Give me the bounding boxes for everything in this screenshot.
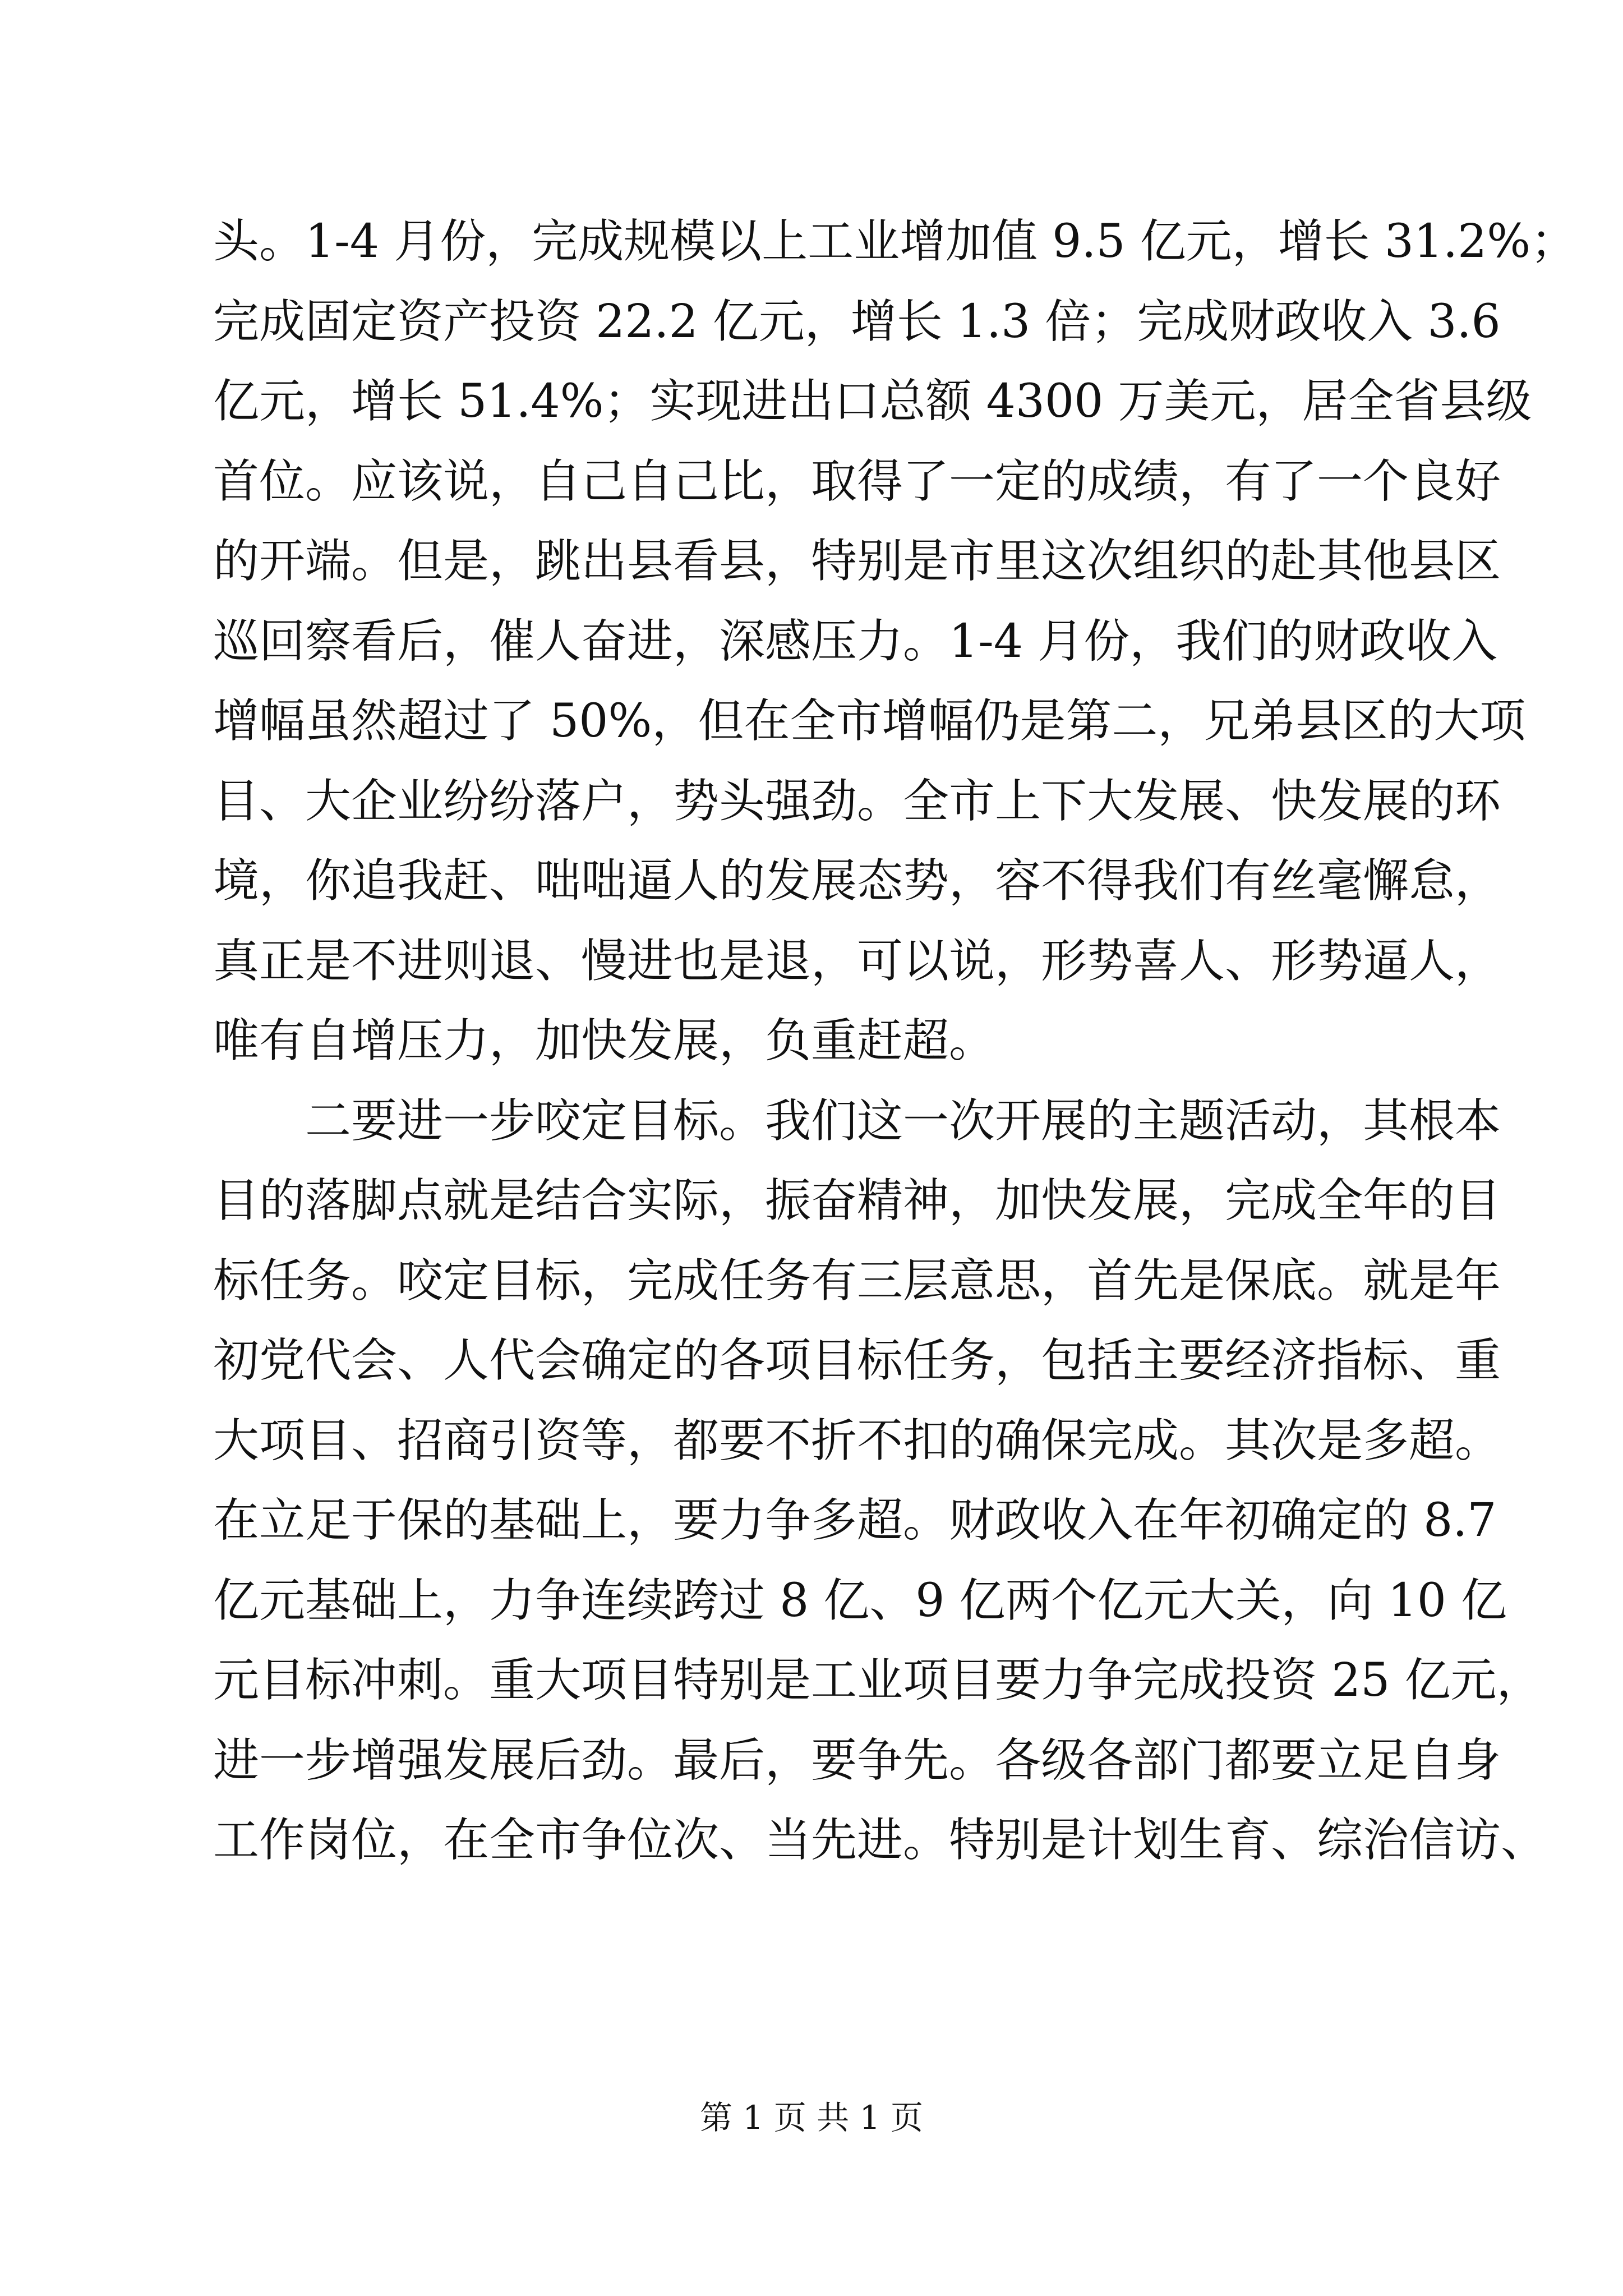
text-line: 完成固定资产投资 22.2 亿元，增长 1.3 倍；完成财政收入 3.6	[213, 295, 1501, 348]
text-line: 亿元基础上，力争连续跨过 8 亿、9 亿两个亿元大关，向 10 亿	[213, 1573, 1507, 1627]
text-line: 目、大企业纷纷落户，势头强劲。全市上下大发展、快发展的环	[213, 774, 1501, 828]
text-line: 巡回察看后，催人奋进，深感压力。1-4 月份，我们的财政收入	[213, 614, 1498, 668]
text-line: 境，你追我赶、咄咄逼人的发展态势，容不得我们有丝毫懈怠，	[213, 854, 1501, 908]
text-line: 的开端。但是，跳出县看县，特别是市里这次组织的赴其他县区	[213, 535, 1501, 588]
text-line: 真正是不进则退、慢进也是退，可以说，形势喜人、形势逼人，	[213, 934, 1501, 988]
text-line: 在立足于保的基础上，要力争多超。财政收入在年初确定的 8.7	[213, 1494, 1497, 1547]
body-text	[213, 202, 1577, 1881]
text-line: 进一步增强发展后劲。最后，要争先。各级各部门都要立足自身	[213, 1733, 1501, 1787]
text-line: 标任务。咬定目标，完成任务有三层意思，首先是保底。就是年	[213, 1254, 1501, 1308]
text-line: 元目标冲刺。重大项目特别是工业项目要力争完成投资 25 亿元，	[213, 1654, 1543, 1707]
text-line: 工作岗位，在全市争位次、当先进。特别是计划生育、综治信访、	[213, 1814, 1547, 1867]
paragraph-start-line: 二要进一步咬定目标。我们这一次开展的主题活动，其根本	[305, 1094, 1501, 1148]
page-footer: 第 1 页 共 1 页	[700, 2099, 923, 2137]
text-line: 增幅虽然超过了 50%，但在全市增幅仍是第二，兄弟县区的大项	[213, 694, 1526, 748]
text-line: 亿元，增长 51.4%；实现进出口总额 4300 万美元，居全省县级	[213, 375, 1532, 428]
text-line: 初党代会、人代会确定的各项目标任务，包括主要经济指标、重	[213, 1334, 1501, 1387]
text-line: 大项目、招商引资等，都要不折不扣的确保完成。其次是多超。	[213, 1414, 1501, 1467]
text-line: 目的落脚点就是结合实际，振奋精神，加快发展，完成全年的目	[213, 1174, 1501, 1227]
text-line: 头。1-4 月份，完成规模以上工业增加值 9.5 亿元，增长 31.2%；	[213, 215, 1577, 268]
text-line: 首位。应该说，自己自己比，取得了一定的成绩，有了一个良好	[213, 454, 1501, 508]
text-line: 唯有自增压力，加快发展，负重赶超。	[213, 1014, 995, 1068]
